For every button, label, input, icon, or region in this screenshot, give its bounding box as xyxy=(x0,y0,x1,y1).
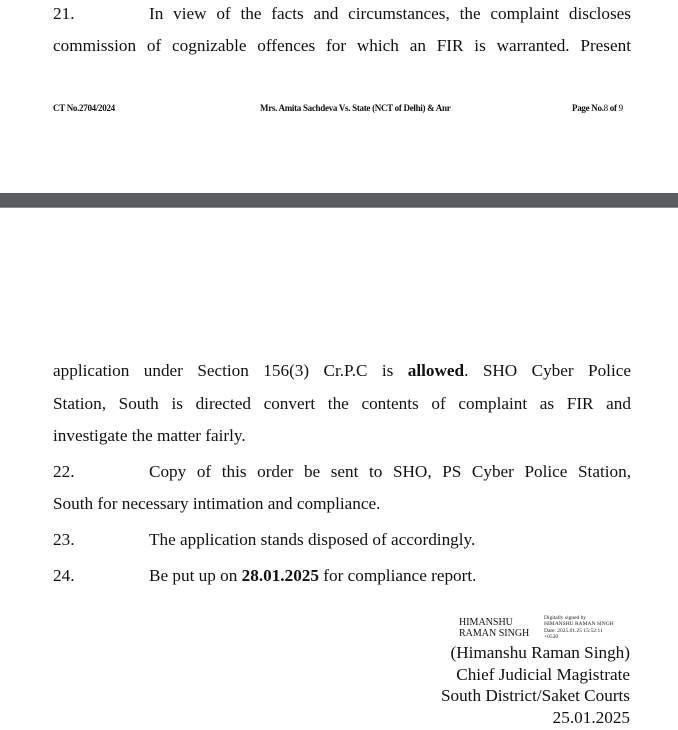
signatory-date: 25.01.2025 xyxy=(552,708,630,727)
para-21-number: 21. xyxy=(53,4,75,23)
footer-total-pages: 9 xyxy=(618,103,623,113)
continuation-line-1 xyxy=(53,360,631,382)
para-24-text-b: for compliance report. xyxy=(323,566,477,585)
signatory-designation: Chief Judicial Magistrate xyxy=(456,665,630,684)
footer-page-label: Page No. xyxy=(572,103,604,113)
allowed-bold: allowed xyxy=(407,361,465,380)
para-22-number: 22. xyxy=(53,462,75,481)
signature-name-line-2: RAMAN SINGH xyxy=(459,628,530,639)
para-21-line-1: In view of the facts and circumstances, the complaint discloses xyxy=(149,4,631,23)
para-24-text xyxy=(149,565,631,587)
continuation-line-3: investigate the matter fairly. xyxy=(53,426,246,445)
para-23-text: The application stands disposed of accordingly. xyxy=(149,530,476,549)
para-24-date: 28.01.2025 xyxy=(241,566,319,585)
signature-digital-line-1: Digitally signed by xyxy=(544,615,587,621)
signature-name-line-1: HIMANSHU xyxy=(459,617,513,628)
para-21-line-2: commission of cognizable offences for which an FIR is warranted. Present xyxy=(53,36,631,55)
para-24-number: 24. xyxy=(53,566,75,585)
para-22-line-2: South for necessary intimation and compliance. xyxy=(53,494,381,513)
continuation-line-2: Station, South is directed convert the contents of complaint as FIR and xyxy=(53,394,631,413)
footer-page-indicator xyxy=(572,103,623,113)
para-24-text-a: Be put up on xyxy=(149,566,238,585)
footer-case-title: Mrs. Amita Sachdeva Vs. State (NCT of Delhi) & Anr xyxy=(260,103,451,113)
signature-digital-line-3: Date: 2025.01.25 15:52:11 xyxy=(544,628,603,634)
para-22-line-1: Copy of this order be sent to SHO, PS Cyber Police Station, xyxy=(149,462,631,481)
footer-page-number: 8 xyxy=(603,103,608,113)
footer-case-number: CT No.2704/2024 xyxy=(53,103,115,113)
para-23-number: 23. xyxy=(53,530,75,549)
page-9 xyxy=(0,208,678,730)
signatory-court: South District/Saket Courts xyxy=(440,686,630,705)
signature-digital-line-4: +0530 xyxy=(544,634,559,640)
continuation-text-b: . SHO Cyber Police xyxy=(464,361,631,380)
signatory-name: (Himanshu Raman Singh) xyxy=(450,643,630,662)
page-separator xyxy=(0,193,678,208)
footer-of-label: of xyxy=(609,103,617,113)
continuation-text-a: application under Section 156(3) Cr.P.C is xyxy=(53,361,394,380)
page-8 xyxy=(0,0,678,193)
signature-digital-line-2: HIMANSHU RAMAN SINGH xyxy=(544,621,614,627)
